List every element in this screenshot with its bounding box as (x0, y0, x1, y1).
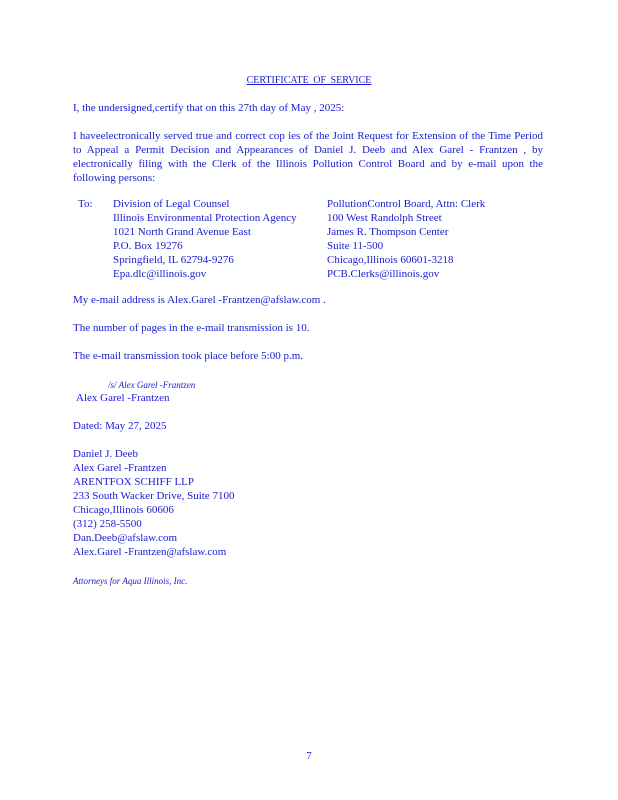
recipient-pcb (327, 197, 485, 281)
body-paragraph: I haveelectronically served true and correct cop ies of the Joint Request for Extension of the Time Period to Appeal a Permit Decision and Appearances of Daniel J. Deeb and Alex Garel - Frantzen , by electronically filing with the Clerk of the Illinois Pollution Control Board and by e-mail upon the following persons: (73, 130, 543, 184)
signature-script: /s/ Alex Garel -Frantzen (108, 380, 196, 390)
recipient-epa-email[interactable]: Epa.dlc@illinois.gov (113, 268, 207, 280)
counsel-line: Chicago,Illinois 60606 (73, 504, 174, 516)
recipient-epa-line: Division of Legal Counsel (113, 198, 230, 210)
counsel-line: Daniel J. Deeb (73, 448, 139, 460)
transmission-time-line: The e-mail transmission took place before 5:00 p.m. (73, 350, 304, 362)
counsel-email[interactable]: Alex.Garel -Frantzen@afslaw.com (73, 546, 227, 558)
recipient-pcb-email[interactable]: PCB.Clerks@illinois.gov (327, 268, 440, 280)
dated-line: Dated: May 27, 2025 (73, 420, 167, 432)
intro-line: I, the undersigned,certify that on this 27th day of May , 2025: (73, 102, 345, 114)
recipient-pcb-line: PollutionControl Board, Attn: Clerk (327, 198, 486, 210)
recipient-pcb-line: Chicago,Illinois 60601-3218 (327, 254, 454, 266)
recipient-epa (113, 197, 297, 281)
recipient-pcb-line: Suite 11-500 (327, 240, 384, 252)
recipient-epa-line: Illinois Environmental Protection Agency (113, 212, 297, 224)
certificate-title (0, 74, 618, 88)
page-number: 7 (306, 750, 312, 762)
recipient-pcb-line: 100 West Randolph Street (327, 212, 442, 224)
counsel-line: 233 South Wacker Drive, Suite 7100 (73, 490, 235, 502)
recipient-epa-line: 1021 North Grand Avenue East (113, 226, 251, 238)
recipient-epa-line: Springfield, IL 62794-9276 (113, 254, 234, 266)
email-address-line: My e-mail address is Alex.Garel -Frantzen@afslaw.com . (73, 294, 326, 306)
page-count-line: The number of pages in the e-mail transmission is 10. (73, 322, 310, 334)
counsel-firm: ARENTFOX SCHIFF LLP (73, 476, 195, 488)
counsel-phone: (312) 258-5500 (73, 518, 142, 530)
recipient-pcb-line: James R. Thompson Center (327, 226, 449, 238)
signature-name: Alex Garel -Frantzen (76, 392, 170, 404)
title-text: CERTIFICATE OF SERVICE (246, 75, 372, 86)
counsel-email[interactable]: Dan.Deeb@afslaw.com (73, 532, 178, 544)
attorneys-for-line: Attorneys for Aqua Illinois, Inc. (73, 576, 188, 586)
counsel-block (73, 447, 234, 559)
recipient-epa-line: P.O. Box 19276 (113, 240, 183, 252)
to-label: To: (78, 198, 93, 210)
counsel-line: Alex Garel -Frantzen (73, 462, 167, 474)
